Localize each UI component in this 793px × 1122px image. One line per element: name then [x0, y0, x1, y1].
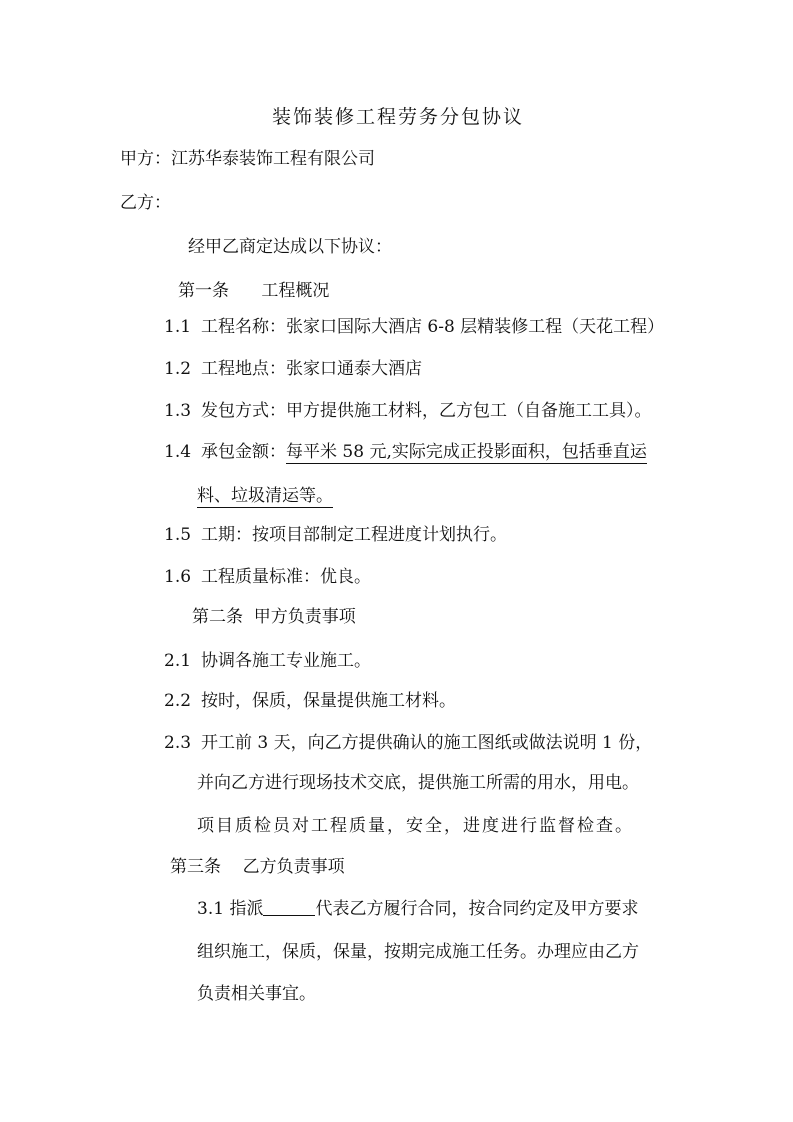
representative-blank — [263, 899, 315, 916]
clause-number: 2.2 — [164, 691, 192, 711]
clause-text: 开工前 3 天，向乙方提供确认的施工图纸或做法说明 1 份， — [201, 733, 653, 753]
document-title: 装饰装修工程劳务分包协议 — [272, 106, 525, 128]
clause-text: 代表乙方履行合同，按合同约定及甲方要求 — [315, 899, 639, 919]
clause-2-3-line-2: 并向乙方进行现场技术交底，提供施工所需的用水，用电。 — [197, 773, 639, 793]
clause-1-2 — [164, 358, 422, 380]
clause-number: 2.3 — [164, 733, 192, 753]
intro-text: 经甲乙商定达成以下协议： — [188, 237, 392, 257]
clause-text: 协调各施工专业施工。 — [201, 651, 371, 671]
clause-2-2 — [164, 690, 456, 712]
clause-number: 1.5 — [164, 525, 192, 545]
clause-2-3 — [164, 732, 652, 754]
clause-text: 工程地点：张家口通泰大酒店 — [201, 359, 422, 379]
clause-1-6 — [164, 566, 371, 588]
clause-number: 1.4 — [164, 442, 192, 462]
clause-2-1 — [164, 650, 371, 672]
clause-text: 工程质量标准：优良。 — [201, 567, 371, 587]
clause-text: 发包方式：甲方提供施工材料，乙方包工（自备施工工具）。 — [201, 401, 652, 421]
clause-3-1-line-2: 组织施工，保质，保量，按期完成施工任务。办理应由乙方 — [197, 942, 639, 962]
clause-1-4-continued — [197, 485, 333, 507]
clause-number: 1.2 — [164, 359, 192, 379]
clause-3-1-line-3: 负责相关事宜。 — [197, 984, 316, 1004]
clause-1-1 — [164, 316, 664, 338]
clause-3-1 — [197, 898, 638, 920]
party-b: 乙方： — [120, 193, 171, 213]
clause-number: 2.1 — [164, 651, 192, 671]
article-2-heading: 第二条 甲方负责事项 — [192, 607, 356, 627]
clause-text: 3.1 指派 — [197, 899, 264, 919]
clause-1-3 — [164, 400, 652, 422]
clause-text: 工程名称：张家口国际大酒店 6-8 层精装修工程（天花工程） — [201, 317, 665, 337]
clause-number: 1.6 — [164, 567, 192, 587]
article-1-heading: 第一条 工程概况 — [178, 281, 330, 301]
clause-underlined-text: 料、垃圾清运等。 — [197, 486, 333, 506]
clause-underlined-text: 每平米 58 元,实际完成正投影面积，包括垂直运 — [286, 442, 647, 462]
clause-2-3-line-3: 项目质检员对工程质量，安全，进度进行监督检查。 — [197, 816, 634, 836]
clause-label: 承包金额： — [201, 442, 286, 462]
party-a: 甲方：江苏华泰装饰工程有限公司 — [120, 149, 375, 169]
clause-text: 按时，保质，保量提供施工材料。 — [201, 691, 456, 711]
clause-number: 1.1 — [164, 317, 192, 337]
clause-number: 1.3 — [164, 401, 192, 421]
clause-text: 工期：按项目部制定工程进度计划执行。 — [201, 525, 507, 545]
clause-1-5 — [164, 524, 507, 546]
clause-1-4 — [164, 441, 647, 463]
article-3-heading: 第三条 乙方负责事项 — [170, 857, 345, 877]
